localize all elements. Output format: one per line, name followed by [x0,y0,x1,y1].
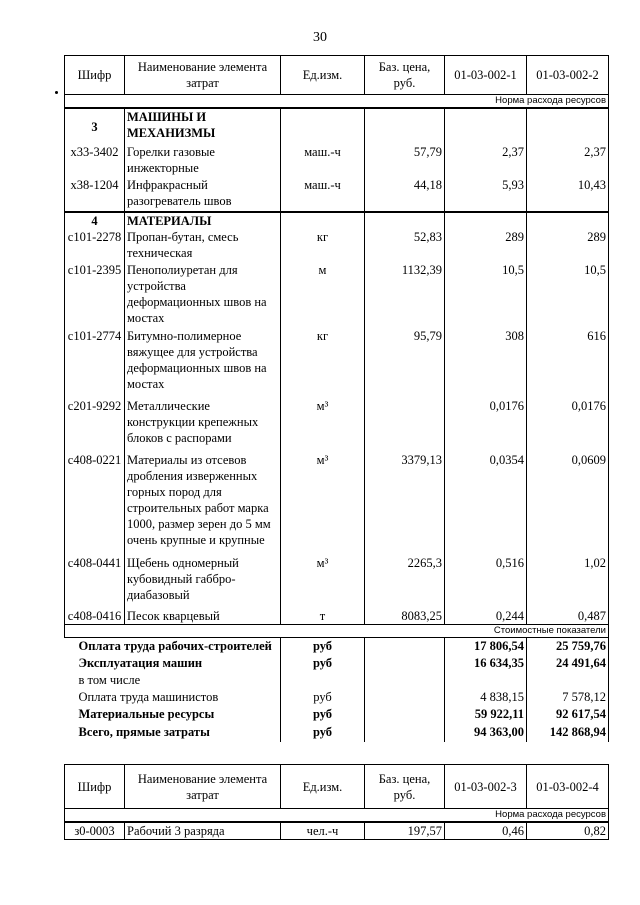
header-col1: 01-03-002-3 [445,765,527,809]
header-code: Шифр [65,765,125,809]
total-unit: руб [281,706,365,724]
total-empty [365,672,445,689]
table-row [65,328,609,398]
total-unit [281,672,365,689]
table-row [65,822,609,840]
row-price: 52,83 [365,229,445,262]
total-value-1: 17 806,54 [445,638,527,655]
page-number: 30 [313,30,327,45]
row-code: с408-0441 [65,555,125,608]
total-value-1: 59 922,11 [445,706,527,724]
table-header [65,765,609,809]
norm-label: Норма расхода ресурсов [65,809,609,823]
header-base-price: Баз. цена, руб. [365,765,445,809]
header-col2: 01-03-002-2 [527,56,609,95]
row-value-1: 0,516 [445,555,527,608]
row-price: 3379,13 [365,452,445,555]
row-price [365,398,445,452]
row-unit: м³ [281,452,365,555]
total-name: в том числе [78,672,141,687]
row-unit: кг [281,328,365,398]
row-value-2: 616 [527,328,609,398]
total-name: Всего, прямые затраты [78,724,210,739]
row-value-2: 289 [527,229,609,262]
table-header [65,56,609,95]
row-code: с101-2774 [65,328,125,398]
total-value-2: 25 759,76 [527,638,609,655]
row-name: Песок кварцевый [125,608,281,625]
row-price: 2265,3 [365,555,445,608]
row-value-2: 2,37 [527,144,609,177]
row-unit: чел.-ч [281,822,365,840]
row-unit: кг [281,229,365,262]
total-name: Эксплуатация машин [78,655,203,670]
total-value-1 [445,672,527,689]
total-row [65,706,609,724]
total-row [65,724,609,742]
norm-row [65,95,609,109]
row-name: Материалы из отсевов дробления изверженных горных пород для строительных работ марка 1000, размер зерен до 5 мм очень крупные и крупные [125,452,281,555]
row-code: х38-1204 [65,177,125,212]
row-value-1: 2,37 [445,144,527,177]
row-code: с101-2278 [65,229,125,262]
total-unit: руб [281,638,365,655]
row-value-1: 0,46 [445,822,527,840]
row-value-1: 289 [445,229,527,262]
row-code: х33-3402 [65,144,125,177]
section-row [65,108,609,144]
row-name: Горелки газовые инжекторные [125,144,281,177]
total-empty [365,655,445,672]
total-value-1: 16 634,35 [445,655,527,672]
total-name: Оплата труда машинистов [78,689,219,704]
row-name: Щебень одномерный кубовидный габбро-диабазовый [125,555,281,608]
total-value-2: 24 491,64 [527,655,609,672]
row-unit: маш.-ч [281,144,365,177]
row-unit: м³ [281,398,365,452]
row-price: 8083,25 [365,608,445,625]
section-number: 4 [65,212,125,229]
row-code: с408-0416 [65,608,125,625]
row-value-2: 0,82 [527,822,609,840]
total-empty [365,638,445,655]
row-value-1: 5,93 [445,177,527,212]
row-value-1: 0,0176 [445,398,527,452]
total-empty [365,706,445,724]
table-row [65,452,609,555]
row-code: с101-2395 [65,262,125,328]
row-code: с408-0221 [65,452,125,555]
row-value-1: 10,5 [445,262,527,328]
header-name: Наименование элемента затрат [125,56,281,95]
row-value-2: 1,02 [527,555,609,608]
total-value-2 [527,672,609,689]
row-price: 57,79 [365,144,445,177]
section-row [65,212,609,229]
row-unit: т [281,608,365,625]
header-code: Шифр [65,56,125,95]
row-value-2: 0,0609 [527,452,609,555]
table-row [65,398,609,452]
resource-table-2 [64,764,609,840]
total-unit: руб [281,724,365,742]
total-row [65,655,609,672]
cost-indicators-row [65,625,609,638]
header-name: Наименование элемента затрат [125,765,281,809]
section-title: МАШИНЫ И МЕХАНИЗМЫ [125,108,281,144]
row-value-2: 10,43 [527,177,609,212]
cost-indicators-label: Стоимостные показатели [65,625,609,638]
row-value-2: 0,0176 [527,398,609,452]
row-price: 95,79 [365,328,445,398]
total-value-2: 92 617,54 [527,706,609,724]
row-unit: м³ [281,555,365,608]
total-name: Материальные ресурсы [78,706,215,721]
row-price: 44,18 [365,177,445,212]
row-name: Пенополиуретан для устройства деформационных швов на мостах [125,262,281,328]
total-name: Оплата труда рабочих-строителей [78,639,272,653]
total-row [65,672,609,689]
table-row [65,177,609,212]
row-value-1: 0,244 [445,608,527,625]
row-name: Рабочий 3 разряда [125,822,281,840]
row-price: 197,57 [365,822,445,840]
header-col2: 01-03-002-4 [527,765,609,809]
margin-mark [55,91,58,94]
total-value-1: 94 363,00 [445,724,527,742]
total-empty [365,724,445,742]
row-value-1: 308 [445,328,527,398]
row-name: Битумно-полимерное вяжущее для устройства деформационных швов на мостах [125,328,281,398]
total-value-2: 142 868,94 [527,724,609,742]
total-value-1: 4 838,15 [445,689,527,706]
header-col1: 01-03-002-1 [445,56,527,95]
row-unit: маш.-ч [281,177,365,212]
total-unit: руб [281,655,365,672]
row-unit: м [281,262,365,328]
row-name: Металлические конструкции крепежных блоков с распорами [125,398,281,452]
row-value-1: 0,0354 [445,452,527,555]
row-name: Пропан-бутан, смесь техническая [125,229,281,262]
table-row [65,229,609,262]
table-row [65,608,609,625]
section-number: 3 [65,108,125,144]
header-unit: Ед.изм. [281,765,365,809]
table-row [65,555,609,608]
total-row [65,689,609,706]
total-value-2: 7 578,12 [527,689,609,706]
section-title: МАТЕРИАЛЫ [125,212,281,229]
resource-table-1 [64,55,609,742]
row-price: 1132,39 [365,262,445,328]
row-code: с201-9292 [65,398,125,452]
total-unit: руб [281,689,365,706]
total-row [65,638,609,655]
row-value-2: 10,5 [527,262,609,328]
total-empty [365,689,445,706]
header-base-price: Баз. цена, руб. [365,56,445,95]
row-code: з0-0003 [65,822,125,840]
table-row [65,262,609,328]
row-value-2: 0,487 [527,608,609,625]
row-name: Инфракрасный разогреватель швов [125,177,281,212]
header-unit: Ед.изм. [281,56,365,95]
norm-label: Норма расхода ресурсов [65,95,609,109]
table-row [65,144,609,177]
norm-row [65,809,609,823]
